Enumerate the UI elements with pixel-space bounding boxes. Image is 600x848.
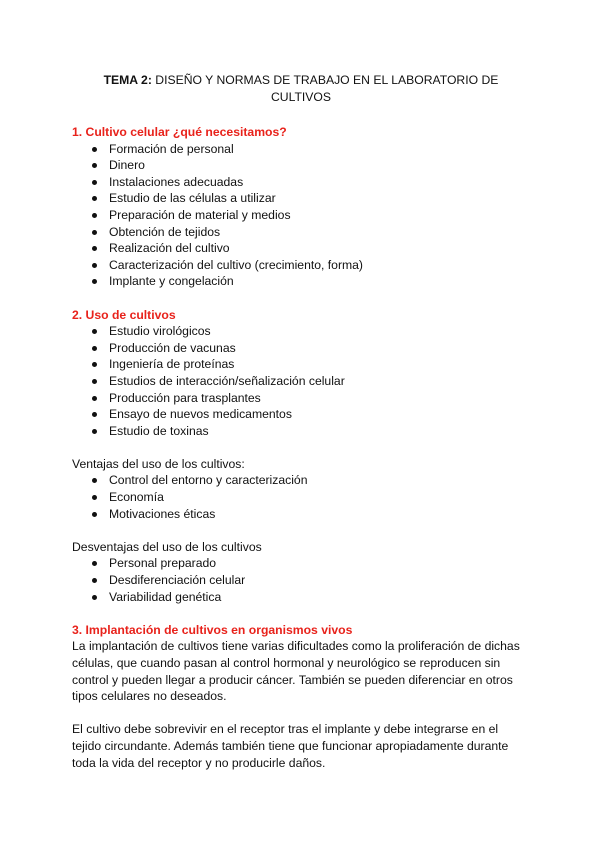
- desventajas-list: [72, 555, 530, 605]
- section-1-heading: 1. Cultivo celular ¿qué necesitamos?: [72, 125, 287, 139]
- ventajas-label: Ventajas del uso de los cultivos:: [72, 456, 245, 471]
- section-1-list: [72, 141, 530, 290]
- ventajas-list: [72, 472, 530, 522]
- title-lead: TEMA 2:: [103, 73, 152, 87]
- list-item: Desdiferenciación celular: [72, 572, 530, 589]
- title-rest: DISEÑO Y NORMAS DE TRABAJO EN EL LABORATORIO DE CULTIVOS: [151, 73, 499, 104]
- list-item: Estudio de las células a utilizar: [72, 190, 530, 207]
- list-item: Ingeniería de proteínas: [72, 356, 530, 373]
- list-item: Personal preparado: [72, 555, 530, 572]
- list-item: Producción para trasplantes: [72, 390, 530, 407]
- list-item: Obtención de tejidos: [72, 224, 530, 241]
- list-item: Motivaciones éticas: [72, 506, 530, 523]
- spacer: [72, 522, 530, 539]
- list-item: Variabilidad genética: [72, 589, 530, 606]
- section-3-paragraph-1: La implantación de cultivos tiene varias dificultades como la proliferación de dichas células, que cuando pasan al control hormonal y neurológico se reproducen sin control y pueden llegar a producir cáncer. También se pueden diferenciar en otros tipos celulares no deseados.: [72, 639, 520, 704]
- list-item: Dinero: [72, 157, 530, 174]
- list-item: Caracterización del cultivo (crecimiento, forma): [72, 257, 530, 274]
- list-item: Formación de personal: [72, 141, 530, 158]
- list-item: Realización del cultivo: [72, 240, 530, 257]
- spacer: [72, 705, 530, 722]
- spacer: [72, 290, 530, 307]
- list-item: Economía: [72, 489, 530, 506]
- list-item: Implante y congelación: [72, 273, 530, 290]
- desventajas-label: Desventajas del uso de los cultivos: [72, 539, 262, 554]
- section-3-paragraph-2: El cultivo debe sobrevivir en el receptor tras el implante y debe integrarse en el tejido circundante. Además también tiene que funcionar apropiadamente durante toda la vida del receptor y no producirle daños.: [72, 722, 509, 770]
- section-2-heading: 2. Uso de cultivos: [72, 307, 176, 322]
- document-page: [72, 72, 530, 771]
- list-item: Ensayo de nuevos medicamentos: [72, 406, 530, 423]
- list-item: Control del entorno y caracterización: [72, 472, 530, 489]
- list-item: Preparación de material y medios: [72, 207, 530, 224]
- list-item: Estudio virológicos: [72, 323, 530, 340]
- document-title: [72, 72, 530, 106]
- list-item: Instalaciones adecuadas: [72, 174, 530, 191]
- spacer: [72, 605, 530, 622]
- spacer: [72, 439, 530, 456]
- list-item: Producción de vacunas: [72, 340, 530, 357]
- list-item: Estudios de interacción/señalización celular: [72, 373, 530, 390]
- section-2-list: [72, 323, 530, 439]
- section-3-heading: 3. Implantación de cultivos en organismos vivos: [72, 622, 353, 637]
- list-item: Estudio de toxinas: [72, 423, 530, 440]
